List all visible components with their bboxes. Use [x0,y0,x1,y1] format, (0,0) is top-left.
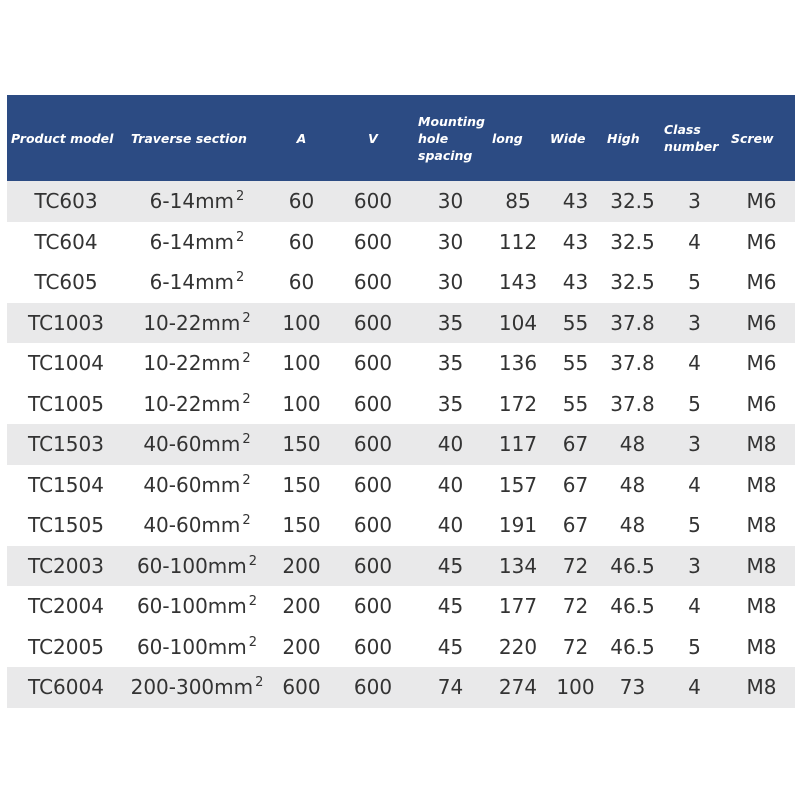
cell-long: 134 [498,553,538,578]
cell-v: 600 [353,432,393,457]
table-row [7,465,795,506]
cell-class-number: 4 [688,229,701,254]
cell-mounting-hole-spacing: 35 [437,310,464,335]
cell-mounting-hole-spacing: 40 [437,432,464,457]
cell-screw: M8 [746,553,777,578]
table-row [7,343,795,384]
cell-product-model: TC1505 [28,513,104,538]
cell-a: 200 [282,553,321,578]
cell-traverse-section [125,465,269,506]
squared-superscript: 2 [242,472,251,488]
section-value: 200-300mm [130,675,254,700]
table-row [7,262,795,303]
cell-mounting-hole-spacing: 45 [437,553,464,578]
table-row [7,303,795,344]
cell-long: 220 [498,634,538,659]
cell-wide: 55 [562,391,589,416]
cell-wide: 55 [562,310,589,335]
cell-high: 32.5 [610,229,655,254]
cell-high: 73 [619,675,646,700]
cell-traverse-section [125,384,269,425]
cell-long: 112 [498,229,538,254]
section-value: 10-22mm [143,391,241,416]
cell-product-model: TC604 [34,229,98,254]
cell-a: 150 [282,513,321,538]
cell-long: 136 [498,351,538,376]
cell-traverse-section [125,627,269,668]
cell-high: 37.8 [610,351,655,376]
section-value: 10-22mm [143,351,241,376]
cell-traverse-section [125,303,269,344]
cell-long: 177 [498,594,538,619]
cell-screw: M8 [746,513,777,538]
cell-product-model: TC2005 [28,634,104,659]
section-value: 60-100mm [136,634,247,659]
cell-a: 200 [282,634,321,659]
cell-v: 600 [353,472,393,497]
cell-traverse-section [125,222,269,263]
cell-screw: M6 [746,310,777,335]
squared-superscript: 2 [242,513,251,529]
cell-high: 46.5 [610,553,655,578]
cell-a: 150 [282,432,321,457]
header-traverse-section: Traverse section [131,130,247,146]
cell-a: 100 [282,310,321,335]
cell-v: 600 [353,594,393,619]
header-screw: Screw [731,130,774,146]
cell-product-model: TC1003 [28,310,104,335]
cell-class-number: 3 [688,553,701,578]
header-long: long [492,130,523,146]
cell-high: 48 [619,472,646,497]
cell-mounting-hole-spacing: 35 [437,391,464,416]
table-header [7,95,795,181]
cell-high: 48 [619,432,646,457]
cell-mounting-hole-spacing: 30 [437,189,464,214]
cell-product-model: TC605 [34,270,98,295]
squared-superscript: 2 [242,310,251,326]
cell-a: 100 [282,351,321,376]
cell-traverse-section [125,505,269,546]
cell-wide: 72 [562,594,589,619]
cell-long: 104 [498,310,538,335]
cell-screw: M6 [746,351,777,376]
cell-product-model: TC2004 [28,594,104,619]
cell-class-number: 5 [688,270,701,295]
cell-screw: M8 [746,675,777,700]
header-class-number: Class number [664,122,719,154]
table-row [7,627,795,668]
header-mounting-hole-spacing: Mounting hole spacing [418,113,485,163]
table-row [7,667,795,708]
cell-class-number: 4 [688,675,701,700]
cell-traverse-section [125,424,269,465]
cell-a: 60 [288,189,315,214]
table-row [7,546,795,587]
header-v: V [368,130,378,146]
table-row [7,424,795,465]
table-row [7,384,795,425]
cell-wide: 43 [562,229,589,254]
cell-long: 191 [498,513,538,538]
cell-a: 60 [288,229,315,254]
cell-high: 46.5 [610,634,655,659]
cell-screw: M8 [746,594,777,619]
cell-high: 48 [619,513,646,538]
cell-v: 600 [353,351,393,376]
cell-high: 37.8 [610,391,655,416]
section-value: 6-14mm [149,189,235,214]
cell-screw: M6 [746,189,777,214]
section-value: 6-14mm [149,270,235,295]
cell-traverse-section [125,181,269,222]
cell-long: 117 [498,432,538,457]
cell-a: 600 [282,675,321,700]
cell-product-model: TC2003 [28,553,104,578]
section-value: 60-100mm [136,594,247,619]
squared-superscript: 2 [248,634,258,650]
cell-long: 143 [498,270,538,295]
header-product-model: Product model [11,130,114,146]
cell-class-number: 3 [688,432,701,457]
cell-screw: M8 [746,432,777,457]
cell-wide: 55 [562,351,589,376]
cell-a: 100 [282,391,321,416]
cell-product-model: TC1504 [28,472,104,497]
cell-wide: 67 [562,513,589,538]
cell-traverse-section [125,262,269,303]
cell-wide: 72 [562,553,589,578]
cell-v: 600 [353,310,393,335]
cell-long: 85 [505,189,531,214]
header-high: High [607,130,640,146]
squared-superscript: 2 [236,270,245,286]
squared-superscript: 2 [248,594,258,610]
cell-mounting-hole-spacing: 45 [437,634,464,659]
cell-high: 32.5 [610,270,655,295]
cell-mounting-hole-spacing: 30 [437,270,464,295]
cell-v: 600 [353,189,393,214]
spec-table [7,95,795,708]
cell-screw: M6 [746,229,777,254]
cell-high: 32.5 [610,189,655,214]
cell-class-number: 5 [688,513,701,538]
cell-high: 46.5 [610,594,655,619]
cell-wide: 67 [562,472,589,497]
table-row [7,505,795,546]
squared-superscript: 2 [248,553,258,569]
table-row [7,222,795,263]
table-row [7,181,795,222]
cell-screw: M8 [746,472,777,497]
section-value: 6-14mm [149,229,235,254]
cell-class-number: 5 [688,634,701,659]
cell-v: 600 [353,229,393,254]
cell-wide: 43 [562,189,589,214]
cell-screw: M6 [746,391,777,416]
cell-class-number: 3 [688,189,701,214]
cell-v: 600 [353,270,393,295]
cell-a: 200 [282,594,321,619]
squared-superscript: 2 [242,432,251,448]
cell-mounting-hole-spacing: 40 [437,472,464,497]
cell-long: 274 [498,675,538,700]
section-value: 40-60mm [143,472,241,497]
cell-class-number: 3 [688,310,701,335]
cell-a: 150 [282,472,321,497]
cell-a: 60 [288,270,315,295]
cell-class-number: 4 [688,472,701,497]
cell-class-number: 4 [688,351,701,376]
section-value: 60-100mm [136,553,247,578]
cell-v: 600 [353,553,393,578]
squared-superscript: 2 [242,391,251,407]
header-a: A [296,130,307,146]
section-value: 10-22mm [143,310,241,335]
cell-mounting-hole-spacing: 35 [437,351,464,376]
cell-v: 600 [353,391,393,416]
cell-long: 157 [498,472,538,497]
cell-mounting-hole-spacing: 74 [437,675,464,700]
cell-traverse-section [125,546,269,587]
cell-high: 37.8 [610,310,655,335]
squared-superscript: 2 [236,229,245,245]
cell-wide: 67 [562,432,589,457]
cell-v: 600 [353,513,393,538]
cell-product-model: TC6004 [28,675,104,700]
cell-screw: M8 [746,634,777,659]
squared-superscript: 2 [236,189,245,205]
cell-wide: 43 [562,270,589,295]
cell-product-model: TC1503 [28,432,104,457]
cell-traverse-section [125,586,269,627]
cell-product-model: TC603 [34,189,98,214]
cell-product-model: TC1005 [28,391,104,416]
cell-wide: 72 [562,634,589,659]
table-body [7,181,795,708]
header-row [7,95,795,181]
table-row [7,586,795,627]
cell-traverse-section [125,667,269,708]
squared-superscript: 2 [242,351,251,367]
cell-long: 172 [498,391,538,416]
cell-wide: 100 [556,675,595,700]
cell-traverse-section [125,343,269,384]
cell-v: 600 [353,634,393,659]
cell-screw: M6 [746,270,777,295]
cell-mounting-hole-spacing: 45 [437,594,464,619]
cell-product-model: TC1004 [28,351,104,376]
header-wide: Wide [550,130,586,146]
cell-v: 600 [353,675,393,700]
section-value: 40-60mm [143,432,241,457]
section-value: 40-60mm [143,513,241,538]
cell-mounting-hole-spacing: 40 [437,513,464,538]
cell-mounting-hole-spacing: 30 [437,229,464,254]
cell-class-number: 5 [688,391,701,416]
cell-class-number: 4 [688,594,701,619]
squared-superscript: 2 [255,675,264,691]
